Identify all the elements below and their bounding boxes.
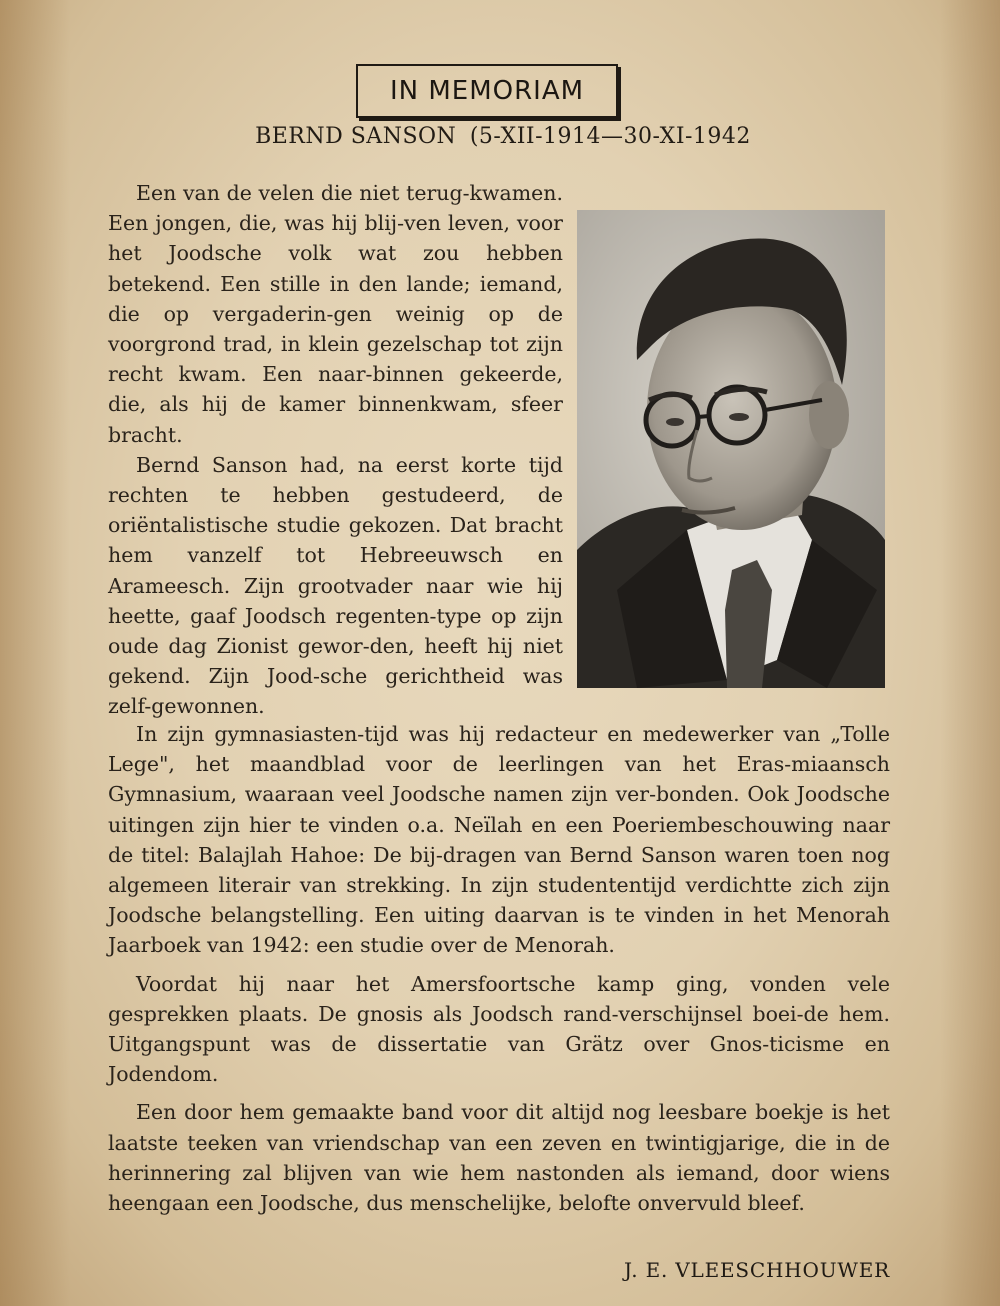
portrait-photo — [577, 210, 885, 688]
subtitle-dates: (5-XII-1914—30-XI-1942 — [469, 124, 751, 149]
subtitle — [0, 124, 1000, 149]
portrait-image — [577, 210, 885, 688]
author-signature: J. E. VLEESCHHOUWER — [624, 1258, 890, 1282]
full-width-text — [108, 719, 890, 1218]
paragraph-5: Een door hem gemaakte band voor dit altijd nog leesbare boekje is het laatste teeken van vriendschap van een zeven en twintigjarige, die in de herinnering zal blijven van wie hem nastonden als iemand, door wiens heengaan een Joodsche, dus menschelijke, belofte onvervuld bleef. — [108, 1100, 890, 1216]
paragraph-1: Een van de velen die niet terug-kwamen. Een jongen, die, was hij blij-ven leven, voor het Joodsche volk wat zou hebben betekend. Een stille in den lande; iemand, die op vergaderin-gen weinig op de voorgrond trad, in klein gezelschap tot zijn recht kwam. Een naar-binnen gekeerde, die, als hij de kamer binnenkwam, sfeer bracht. — [108, 181, 563, 447]
column-text — [108, 178, 563, 722]
memoriam-heading: IN MEMORIAM — [389, 76, 585, 106]
paragraph-2: Bernd Sanson had, na eerst korte tijd rechten te hebben gestudeerd, de oriëntalistische studie gekozen. Dat bracht hem vanzelf tot Hebreeuwsch en Arameesch. Zijn grootvader naar wie hij heette, gaaf Joodsch regenten-type op zijn oude dag Zionist gewor-den, heeft hij niet gekend. Zijn Jood-sche gerichtheid was zelf-gewonnen. — [108, 452, 563, 719]
paragraph-4: Voordat hij naar het Amersfoortsche kamp ging, vonden vele gesprekken plaats. De gnosis als Joodsch rand-verschijnsel boei-de hem. Uitgangspunt was de dissertatie van Grätz over Gnos-ticisme en Jodendom. — [108, 971, 890, 1087]
subtitle-name: BERND SANSON — [255, 124, 457, 149]
memoriam-heading-box — [356, 64, 618, 118]
paragraph-3: In zijn gymnasiasten-tijd was hij redacteur en medewerker van „Tolle Lege", het maandblad voor de leerlingen van het Eras-miaansch Gymnasium, waaraan veel Joodsche namen zijn ver-bonden. Ook Joodsche uitingen zijn hier te vinden o.a. Neïlah en een Poeriembeschouwing naar de titel: Balajlah Hahoe: De bij-dragen van Bernd Sanson waren toen nog algemeen literair van strekking. In zijn studententijd verdichtte zich zijn Joodsche belangstelling. Een uiting daarvan is te vinden in het Menorah Jaarboek van 1942: een studie over de Menorah. — [108, 722, 890, 958]
